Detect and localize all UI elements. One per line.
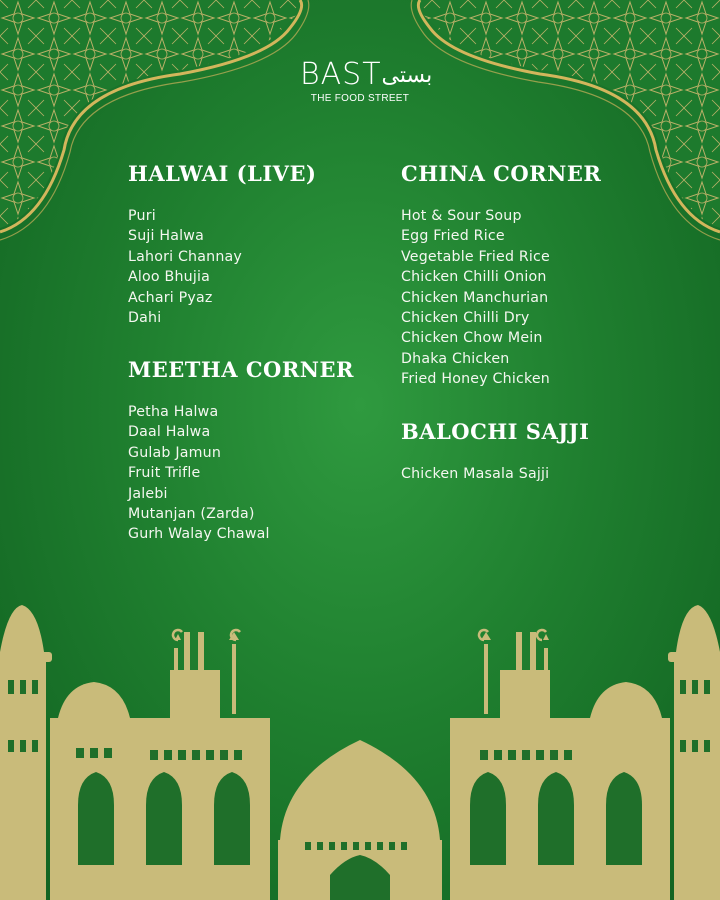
center-dome [280, 740, 440, 840]
menu-item: Fried Honey Chicken [401, 371, 550, 388]
menu-section-meetha [128, 356, 354, 545]
menu-item: Vegetable Fried Rice [401, 248, 550, 265]
menu-item: Lahori Channay [128, 248, 243, 265]
mosque-skyline [0, 600, 720, 900]
menu-item: Daal Halwa [128, 424, 211, 441]
left-minaret-dome [0, 605, 44, 652]
menu-item: Gulab Jamun [128, 444, 222, 461]
item-list [401, 464, 589, 484]
item-list [128, 402, 354, 545]
menu-item: Petha Halwa [128, 404, 219, 420]
menu-item: Achari Pyaz [128, 289, 213, 306]
menu-item: Dhaka Chicken [401, 350, 510, 367]
logo-tagline: THE FOOD STREET [310, 93, 410, 104]
menu-item: Chicken Chilli Dry [401, 310, 530, 327]
menu-item: Chicken Chow Mein [401, 330, 543, 347]
logo-wordmark: BASTبستی [300, 57, 433, 92]
section-title: CHINA CORNER [401, 161, 602, 186]
menu-item: Puri [128, 208, 156, 224]
brand-logo [300, 57, 433, 105]
menu-section-halwai [128, 160, 316, 328]
item-list [128, 206, 316, 328]
menu-item: Chicken Manchurian [401, 289, 549, 306]
item-list [401, 206, 601, 390]
section-title: BALOCHI SAJJI [401, 419, 590, 444]
menu-item: Hot & Sour Soup [401, 208, 522, 224]
menu-item: Chicken Masala Sajji [401, 466, 550, 482]
right-minaret-dome [676, 605, 720, 652]
logo-urdu-text: بستی [381, 63, 433, 88]
menu-item: Jalebi [128, 485, 168, 502]
section-title: MEETHA CORNER [128, 357, 354, 382]
menu-item: Chicken Chilli Onion [401, 269, 547, 286]
menu-section-china [401, 160, 601, 390]
menu-item: Fruit Trifle [128, 465, 201, 482]
section-title: HALWAI (LIVE) [128, 161, 317, 186]
menu-item: Egg Fried Rice [401, 228, 505, 245]
menu-item: Aloo Bhujia [128, 269, 211, 286]
menu-section-sajji [401, 418, 589, 484]
menu-item: Gurh Walay Chawal [128, 526, 270, 543]
menu-item: Dahi [128, 310, 162, 327]
menu-item: Suji Halwa [128, 228, 204, 245]
menu-item: Mutanjan (Zarda) [128, 506, 255, 523]
